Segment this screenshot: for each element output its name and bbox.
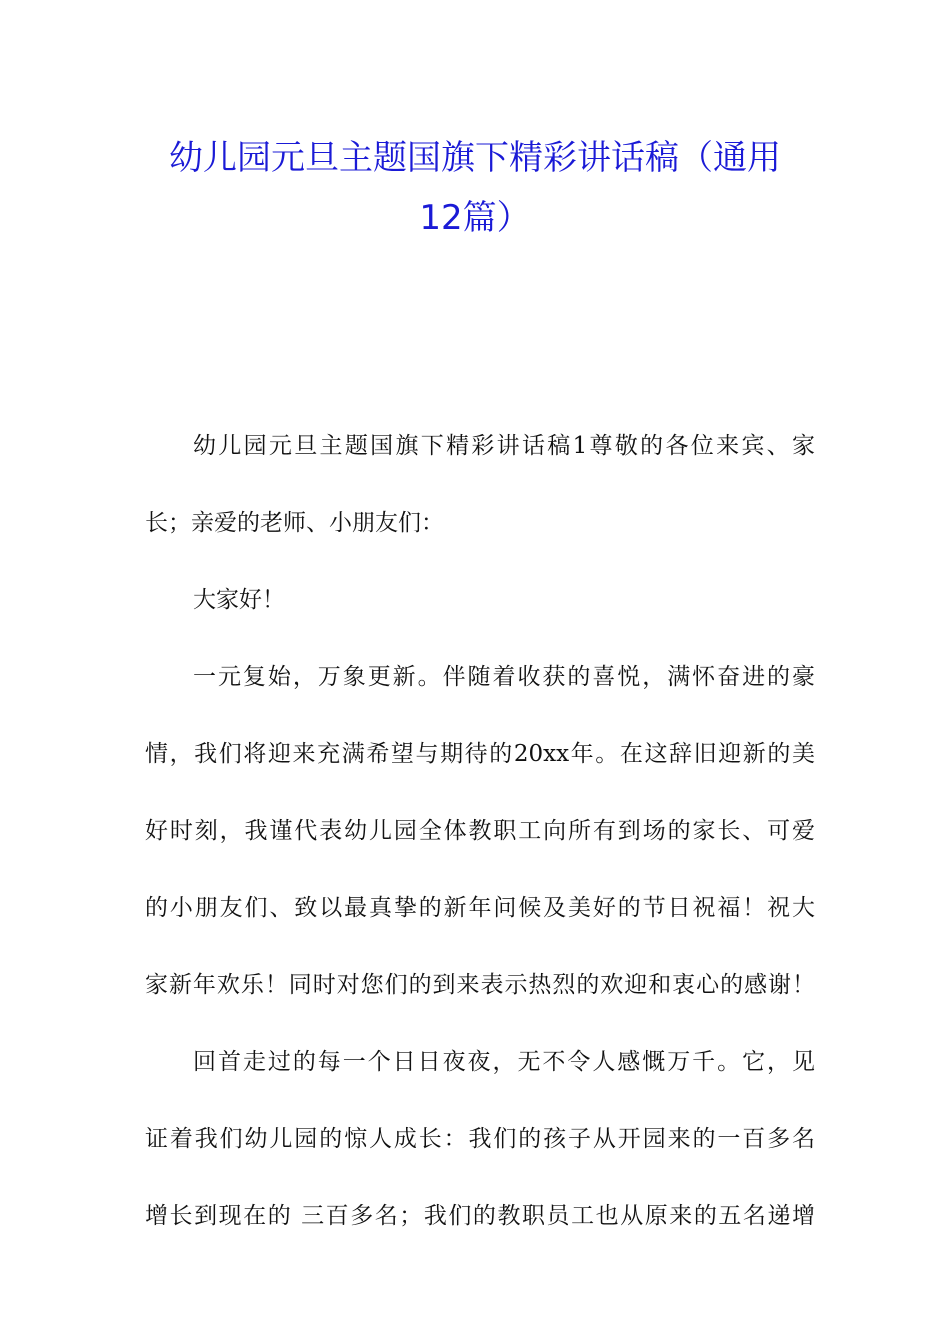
body-line-6: 好时刻，我谨代表幼儿园全体教职工向所有到场的家长、可爱	[145, 818, 815, 844]
body-line-7: 的小朋友们、致以最真挚的新年问候及美好的节日祝福！祝大	[145, 895, 815, 921]
body-line-2: 长；亲爱的老师、小朋友们：	[145, 510, 444, 536]
document-title	[100, 128, 850, 248]
body-line-5: 情，我们将迎来充满希望与期待的20xx年。在这辞旧迎新的美	[145, 741, 815, 767]
body-line-9: 回首走过的每一个日日夜夜，无不令人感慨万千。它，见	[193, 1049, 815, 1075]
body-line-4: 一元复始，万象更新。伴随着收获的喜悦，满怀奋进的豪	[193, 664, 815, 690]
document-title-line-2: 12篇）	[419, 198, 531, 238]
body-line-1: 幼儿园元旦主题国旗下精彩讲话稿1尊敬的各位来宾、家	[193, 433, 815, 459]
document-body	[145, 408, 815, 1255]
body-line-3: 大家好！	[193, 587, 285, 613]
body-line-8: 家新年欢乐！同时对您们的到来表示热烈的欢迎和衷心的感谢！	[145, 972, 815, 998]
body-line-11: 增长到现在的 三百多名；我们的教职员工也从原来的五名递增	[145, 1203, 815, 1229]
body-line-10: 证着我们幼儿园的惊人成长：我们的孩子从开园来的一百多名	[145, 1126, 815, 1152]
document-title-line-1: 幼儿园元旦主题国旗下精彩讲话稿（通用	[169, 138, 781, 178]
